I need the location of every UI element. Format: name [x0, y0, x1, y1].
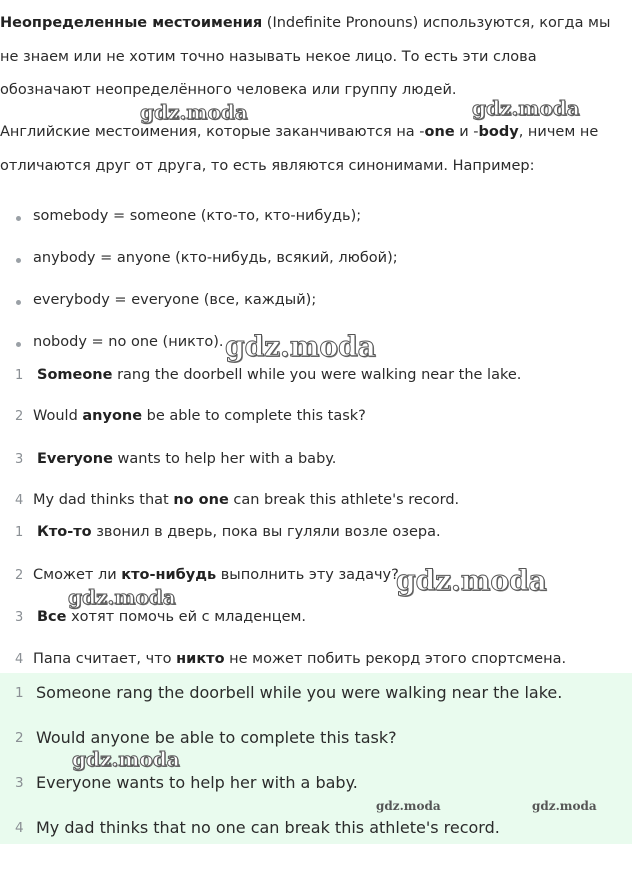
bullet-item — [0, 292, 632, 312]
item-post: can break this athlete's record. — [228, 492, 460, 508]
bullet-dot — [16, 300, 21, 305]
intro-line-4-a: Английские местоимения, которые заканчиваются на - — [0, 124, 425, 140]
intro-line-4-c: , ничем не — [518, 124, 599, 140]
russian-item — [37, 609, 306, 625]
item-post: звонил в дверь, пока вы гуляли возле озера. — [91, 524, 441, 540]
item-bold: никто — [176, 651, 225, 667]
item-bold: Everyone — [37, 451, 113, 467]
item-number: 4 — [15, 493, 24, 508]
intro-line-1-rest: (Indefinite Pronouns) используются, когда мы — [262, 15, 611, 31]
item-number: 2 — [15, 409, 24, 424]
watermark: gdz.moda — [140, 100, 248, 124]
answer-item: Would anyone be able to complete this task? — [36, 728, 397, 747]
intro-line-4-b: и - — [454, 124, 479, 140]
english-item — [33, 408, 366, 424]
item-bold: Someone — [37, 367, 113, 383]
item-number: 4 — [15, 652, 24, 667]
english-item — [37, 367, 521, 383]
item-number: 2 — [15, 568, 24, 583]
watermark: gdz.moda — [225, 330, 376, 363]
item-number: 3 — [15, 452, 24, 467]
bullet-dot — [16, 342, 21, 347]
item-post: не может побить рекорд этого спортсмена. — [224, 651, 567, 667]
answer-item: Everyone wants to help her with a baby. — [36, 773, 358, 792]
watermark: gdz.moda — [68, 585, 176, 609]
watermark: gdz.moda — [72, 747, 180, 771]
item-post: rang the doorbell while you were walking near the lake. — [112, 367, 522, 383]
english-item — [33, 492, 459, 508]
item-post: выполнить эту задачу? — [216, 567, 399, 583]
item-post: be able to complete this task? — [142, 408, 366, 424]
suffix-one: one — [424, 124, 455, 140]
english-item — [37, 451, 336, 467]
item-bold: кто-нибудь — [121, 567, 217, 583]
russian-item — [33, 651, 566, 667]
item-pre: Would — [33, 408, 83, 424]
watermark: gdz.moda — [396, 564, 547, 597]
watermark: gdz.moda — [376, 799, 441, 813]
item-number: 3 — [15, 610, 24, 625]
item-pre: My dad thinks that — [33, 492, 174, 508]
item-number: 1 — [15, 525, 24, 540]
russian-item — [33, 567, 399, 583]
bullet-item — [0, 208, 632, 228]
bullet-dot — [16, 216, 21, 221]
bullet-text: somebody = someone (кто-то, кто-нибудь); — [33, 208, 362, 224]
answer-number: 3 — [15, 775, 24, 791]
answer-item: My dad thinks that no one can break this athlete's record. — [36, 818, 500, 837]
intro-line-1 — [0, 15, 610, 31]
item-bold: anyone — [82, 408, 143, 424]
item-bold: Кто-то — [37, 524, 92, 540]
bullet-text: anybody = anyone (кто-нибудь, всякий, любой); — [33, 250, 398, 266]
answer-item: Someone rang the doorbell while you were walking near the lake. — [36, 683, 563, 702]
bullet-text: nobody = no one (никто). — [33, 334, 224, 350]
bullet-text: everybody = everyone (все, каждый); — [33, 292, 317, 308]
intro-bold-term: Неопределенные местоимения — [0, 15, 263, 31]
answer-number: 1 — [15, 685, 24, 701]
item-number: 1 — [15, 368, 24, 383]
item-pre: Сможет ли — [33, 567, 122, 583]
bullet-dot — [16, 258, 21, 263]
intro-line-3: обозначают неопределённого человека или группу людей. — [0, 82, 457, 98]
intro-line-2: не знаем или не хотим точно называть некое лицо. То есть эти слова — [0, 49, 537, 65]
answer-number: 4 — [15, 820, 24, 836]
bullet-item — [0, 250, 632, 270]
item-post: хотят помочь ей с младенцем. — [66, 609, 307, 625]
intro-line-4 — [0, 124, 598, 140]
intro-line-5: отличаются друг от друга, то есть являются синонимами. Например: — [0, 158, 535, 174]
item-bold: Все — [37, 609, 67, 625]
watermark: gdz.moda — [532, 799, 597, 813]
watermark: gdz.moda — [472, 96, 580, 120]
answer-number: 2 — [15, 730, 24, 746]
item-pre: Папа считает, что — [33, 651, 177, 667]
russian-item — [37, 524, 441, 540]
suffix-body: body — [478, 124, 519, 140]
item-post: wants to help her with a baby. — [112, 451, 337, 467]
item-bold: no one — [173, 492, 229, 508]
